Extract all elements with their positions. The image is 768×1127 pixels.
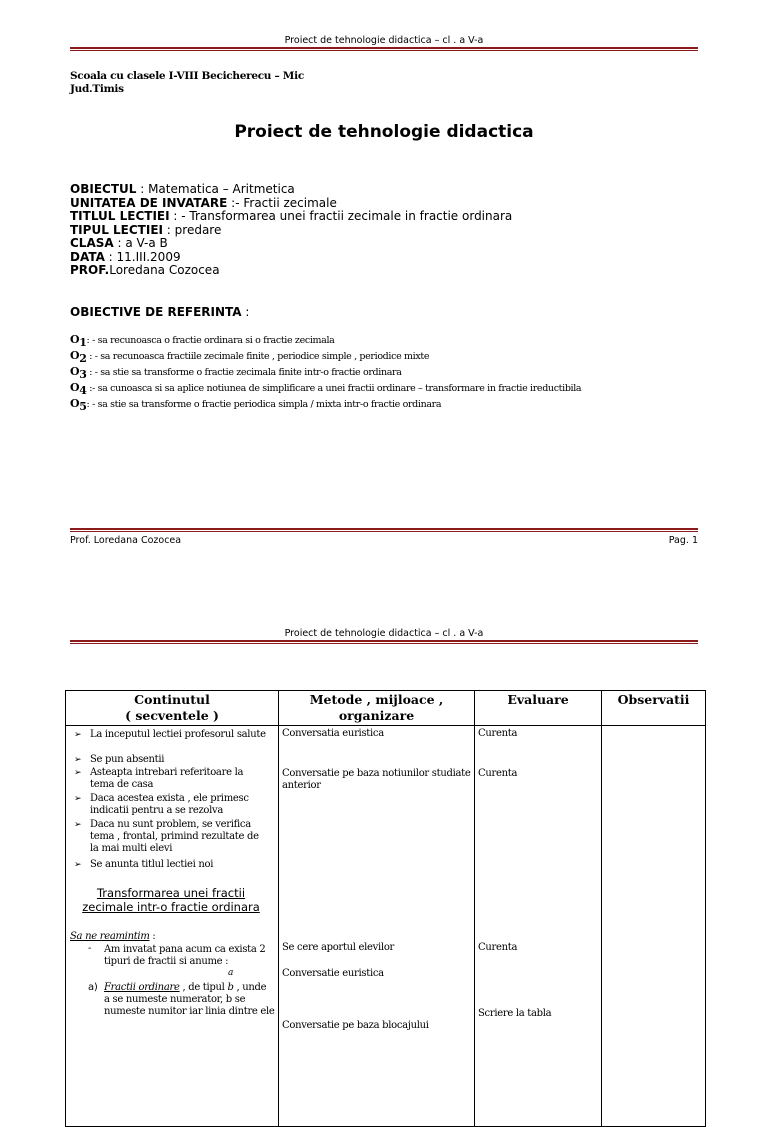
header-rule [70, 640, 698, 644]
content-cell [66, 726, 279, 1127]
table-row [66, 726, 706, 1127]
header-rule [70, 47, 698, 51]
info-row: CLASA : a V-a B [70, 236, 168, 250]
lesson-plan-table [65, 690, 706, 1127]
column-header-observations: Observatii [602, 691, 706, 726]
arrow-bullet-icon: ➢ [74, 730, 82, 740]
list-item: Am invatat pana acum ca exista 2 tipuri de fractii si anume : [104, 944, 266, 967]
section-title: Transformarea unei fractii zecimale intr-o fractie ordinara [82, 886, 260, 914]
list-item: ➢ Se pun absentii [74, 754, 165, 765]
objective-item: $O_3$ : - sa stie sa transforme o fractie zecimala finite intr-o fractie ordinara [70, 365, 402, 382]
column-header-evaluation: Evaluare [475, 691, 602, 726]
objective-item: $O_5$: - sa stie sa transforme o fractie periodica simpla / mixta intr-o fractie ordinara [70, 397, 442, 414]
info-row: UNITATEA DE INVATARE :- Fractii zecimale [70, 195, 337, 210]
info-row: OBIECTUL : Matematica – Aritmetica [70, 182, 295, 196]
list-item: ➢ Asteapta intrebari referitoare la tema de casa [74, 767, 244, 790]
page-gap [0, 556, 768, 616]
fraction-numerator: a [228, 968, 234, 978]
objectives-list [70, 333, 581, 413]
recall-label: Sa ne reamintim : [70, 931, 156, 942]
methods-cell [279, 726, 475, 1127]
objectives-heading: OBIECTIVE DE REFERINTA : [70, 305, 250, 319]
school-county: Jud.Timis [70, 83, 124, 95]
observations-cell [602, 726, 706, 1127]
objective-item: $O_4$ :- sa cunoasca si sa aplice notiunea de simplificare a unei fractii ordinare – transformare in fractie ireductibila [70, 381, 582, 398]
evaluation-item: Scriere la tabla [478, 1008, 552, 1019]
table-header-row [66, 691, 706, 726]
evaluation-cell [475, 726, 602, 1127]
column-header-methods: Metode , mijloace , organizare [279, 691, 475, 726]
evaluation-item: Curenta [478, 728, 518, 739]
footer-page-number: Pag. 1 [668, 535, 698, 546]
item-a-label: a) [88, 982, 98, 993]
dash-bullet: - [88, 943, 92, 954]
list-item: ➢ Daca nu sunt problem, se verifica tema , frontal, primind rezultate de la mai multi elevi [74, 819, 259, 854]
arrow-bullet-icon: ➢ [74, 860, 82, 870]
method-item: Conversatie euristica [282, 968, 384, 979]
item-a-text: Fractii ordinare , de tipul b , unde a se numeste numerator, b se numeste numitor iar linia dintre ele [104, 982, 275, 1017]
lesson-info [70, 183, 512, 278]
page-header-title: Proiect de tehnologie didactica – cl . a V-a [284, 35, 484, 46]
school-info [70, 70, 304, 96]
info-row: PROF.Loredana Cozocea [70, 263, 220, 277]
arrow-bullet-icon: ➢ [74, 755, 82, 765]
method-item: Conversatie pe baza blocajului [282, 1020, 429, 1031]
page-2 [0, 616, 768, 1031]
arrow-bullet-icon: ➢ [74, 794, 82, 804]
evaluation-item: Curenta [478, 942, 518, 953]
document-title: Proiect de tehnologie didactica [234, 122, 534, 142]
arrow-bullet-icon: ➢ [74, 820, 82, 830]
list-item: ➢ La inceputul lectiei profesorul salute [74, 729, 266, 740]
list-item: ➢ Daca acestea exista , ele primesc indicatii pentru a se rezolva [74, 793, 249, 816]
school-name: Scoala cu clasele I-VIII Becicherecu – Mic [70, 70, 304, 82]
info-row: TIPUL LECTIEI : predare [70, 222, 222, 237]
method-item: Se cere aportul elevilor [282, 942, 395, 953]
info-row: TITLUL LECTIEI : - Transformarea unei fractii zecimale in fractie ordinara [70, 209, 513, 223]
list-item: ➢ Se anunta titlul lectiei noi [74, 859, 214, 870]
objective-item: $O_1$: - sa recunoasca o fractie ordinara si o fractie zecimala [70, 333, 335, 349]
info-row: DATA : 11.III.2009 [70, 249, 181, 264]
evaluation-item: Curenta [478, 768, 518, 779]
method-item: Conversatie pe baza notiunilor studiate anterior [282, 768, 471, 791]
arrow-bullet-icon: ➢ [74, 768, 82, 778]
method-item: Conversatia euristica [282, 728, 384, 739]
column-header-content: Continutul ( secventele ) [66, 691, 279, 726]
footer-rule [70, 528, 698, 532]
page-1 [0, 0, 768, 556]
page-header-title: Proiect de tehnologie didactica – cl . a V-a [284, 628, 484, 639]
objective-item: $O_2$ : - sa recunoasca fractiile zecimale finite , periodice simple , periodice mixte [70, 349, 430, 365]
footer-author: Prof. Loredana Cozocea [70, 535, 182, 546]
